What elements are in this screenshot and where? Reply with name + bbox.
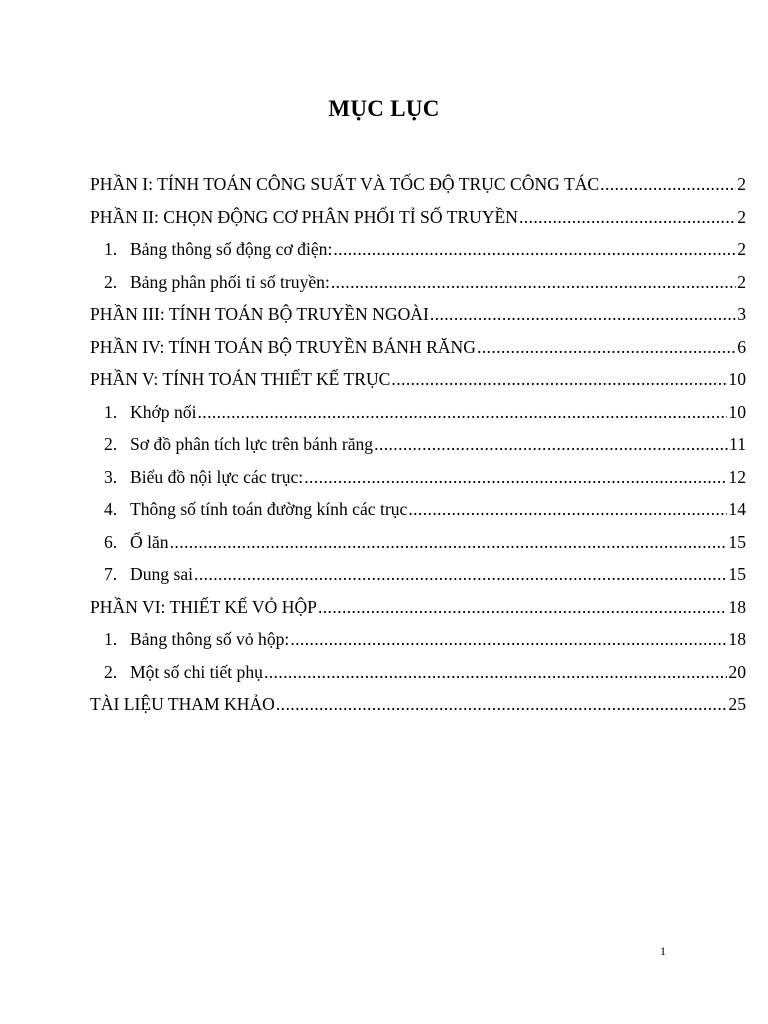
toc-entry-text: Bảng thông số động cơ điện: xyxy=(130,239,333,259)
dot-leader xyxy=(290,626,727,652)
toc-entry[interactable] xyxy=(90,366,746,399)
toc-entry-number: 2. xyxy=(104,661,118,682)
toc-entry-page: 2 xyxy=(737,206,746,227)
toc-entry[interactable] xyxy=(90,301,746,334)
dot-leader xyxy=(519,204,736,230)
toc-entry-number: 1. xyxy=(104,239,118,259)
toc-entry-text: Ổ lăn xyxy=(130,531,169,552)
toc-entry-text: PHẦN III: TÍNH TOÁN BỘ TRUYỀN NGOÀI xyxy=(90,304,429,324)
dot-leader xyxy=(197,399,727,425)
toc-entry-number: 1. xyxy=(104,401,118,422)
toc-entry-page: 15 xyxy=(728,531,746,552)
toc-entry-text: Thông số tính toán đường kính các trục xyxy=(130,499,408,519)
toc-entry-page: 25 xyxy=(728,694,746,714)
toc-entry-page: 10 xyxy=(728,369,746,389)
dot-leader xyxy=(600,171,736,197)
toc-entry-number: 4. xyxy=(104,499,118,519)
toc-subentry[interactable] xyxy=(90,236,746,269)
toc-entry-page: 2 xyxy=(737,239,746,259)
toc-subentry[interactable] xyxy=(90,529,746,562)
toc-entry[interactable] xyxy=(90,594,746,627)
toc-entry-number: 2. xyxy=(104,434,118,454)
toc-entry-page: 10 xyxy=(728,401,746,422)
toc-entry-text: PHẦN IV: TÍNH TOÁN BỘ TRUYỀN BÁNH RĂNG xyxy=(90,336,476,357)
toc-entry-page: 18 xyxy=(728,596,746,617)
dot-leader xyxy=(264,659,727,685)
toc-entry-text: Khớp nối xyxy=(130,401,197,422)
dot-leader xyxy=(374,431,728,457)
dot-leader xyxy=(276,691,728,717)
toc-entry[interactable] xyxy=(90,691,746,724)
page-number: 1 xyxy=(660,944,666,958)
toc-entry-page: 3 xyxy=(737,304,746,324)
toc-entry[interactable] xyxy=(90,334,746,367)
toc-entry-page: 2 xyxy=(737,174,746,194)
toc-entry-number: 7. xyxy=(104,564,118,584)
toc-entry-page: 12 xyxy=(728,466,746,487)
toc-subentry[interactable] xyxy=(90,561,746,594)
toc-entry-page: 20 xyxy=(728,661,746,682)
toc-entry-number: 3. xyxy=(104,466,118,487)
toc-subentry[interactable] xyxy=(90,626,746,659)
toc-entry-text: PHẦN II: CHỌN ĐỘNG CƠ PHÂN PHỐI TỈ SỐ TRUYỀN xyxy=(90,206,518,227)
toc-subentry[interactable] xyxy=(90,659,746,692)
dot-leader xyxy=(318,594,727,620)
toc-entry-text: Dung sai xyxy=(130,564,194,584)
dot-leader xyxy=(304,464,727,490)
toc-entry-page: 2 xyxy=(737,271,746,292)
toc-entry-text: Biểu đồ nội lực các trục: xyxy=(130,466,304,487)
dot-leader xyxy=(333,236,736,262)
dot-leader xyxy=(408,496,727,522)
toc-entry-page: 6 xyxy=(737,336,746,357)
toc-entry-page: 18 xyxy=(728,629,746,649)
toc-entry-text: Bảng thông số vỏ hộp: xyxy=(130,629,290,649)
toc-entry[interactable] xyxy=(90,204,746,237)
toc-entry-text: Sơ đồ phân tích lực trên bánh răng xyxy=(130,434,374,454)
dot-leader xyxy=(331,269,736,295)
toc-entry-number: 6. xyxy=(104,531,118,552)
toc-subentry[interactable] xyxy=(90,399,746,432)
toc-entry-page: 11 xyxy=(729,434,746,454)
toc-subentry[interactable] xyxy=(90,269,746,302)
toc-entry-number: 1. xyxy=(104,629,118,649)
toc-subentry[interactable] xyxy=(90,464,746,497)
toc-subentry[interactable] xyxy=(90,496,746,529)
toc-entry-page: 14 xyxy=(728,499,746,519)
toc-entry-text: Bảng phân phối tỉ số truyền: xyxy=(130,271,330,292)
dot-leader xyxy=(477,334,736,360)
toc-entry-text: PHẦN VI: THIẾT KẾ VỎ HỘP xyxy=(90,596,317,617)
dot-leader xyxy=(170,529,728,555)
dot-leader xyxy=(194,561,727,587)
toc-entry-text: TÀI LIỆU THAM KHẢO xyxy=(90,694,275,714)
toc-entry[interactable] xyxy=(90,171,746,204)
dot-leader xyxy=(430,301,736,327)
toc-entry-page: 15 xyxy=(728,564,746,584)
toc-entry-text: PHẦN I: TÍNH TOÁN CÔNG SUẤT VÀ TỐC ĐỘ TRỤC CÔNG TÁC xyxy=(90,174,600,194)
dot-leader xyxy=(391,366,727,392)
toc-entry-text: Một số chi tiết phụ xyxy=(130,661,263,682)
toc-entry-text: PHẦN V: TÍNH TOÁN THIẾT KẾ TRỤC xyxy=(90,369,391,389)
toc-title: MỤC LỤC xyxy=(328,96,440,121)
toc-subentry[interactable] xyxy=(90,431,746,464)
toc-entry-number: 2. xyxy=(104,271,118,292)
table-of-contents xyxy=(90,171,746,724)
